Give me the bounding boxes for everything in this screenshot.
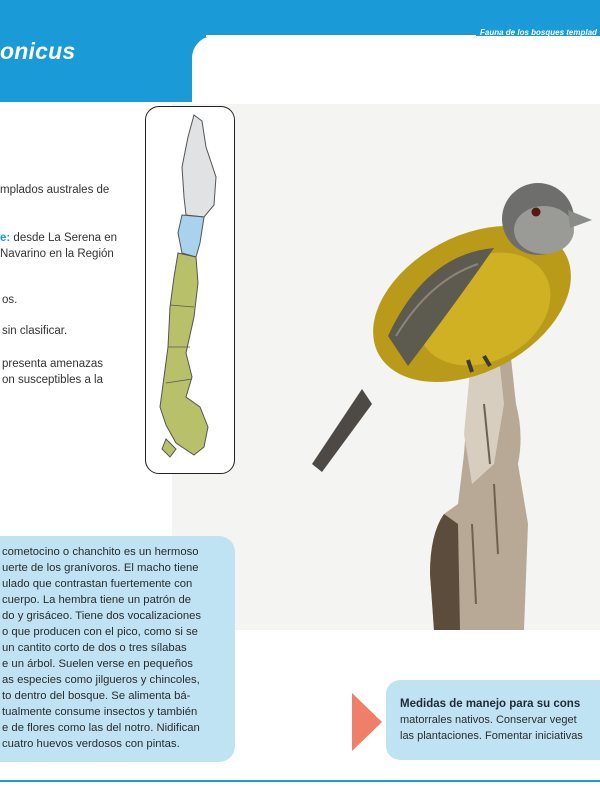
management-line: las plantaciones. Fomentar iniciativas: [400, 730, 583, 742]
description-line: un cantito corto de dos o tres sílabas: [2, 642, 187, 654]
info-line: presenta amenazas: [2, 358, 104, 370]
info-line: e: desde La Serena en: [0, 232, 118, 244]
bird-illustration: [172, 104, 600, 630]
management-line: matorrales nativos. Conservar veget: [400, 714, 577, 726]
bird-photo: [172, 104, 600, 630]
description-line: cometocino o chanchito es un hermoso: [2, 546, 199, 558]
description-line: e de flores como las del notro. Nidifican: [2, 722, 200, 734]
management-title: Medidas de manejo para su cons: [400, 698, 581, 710]
section-label: Fauna de los bosques templad: [480, 28, 597, 37]
description-line: ulado que contrastan fuertemente con: [2, 578, 193, 590]
description-line: do y grisáceo. Tiene dos vocalizaciones: [2, 610, 202, 622]
species-description: [0, 536, 235, 762]
info-line: on susceptibles a la: [2, 374, 104, 386]
description-line: cuatro huevos verdosos con pintas.: [2, 738, 180, 750]
info-line: os.: [2, 294, 18, 306]
description-line: uerte de los granívoros. El macho tiene: [2, 562, 199, 574]
management-box: [386, 680, 600, 760]
footer-rule: [0, 780, 600, 782]
info-line: Navarino en la Región: [0, 248, 114, 260]
description-line: to dentro del bosque. Se alimenta bá-: [2, 690, 191, 702]
description-line: e un árbol. Suelen verse en pequeños: [2, 658, 193, 670]
arrow-right-icon: [352, 693, 382, 751]
chile-map-illustration: [146, 107, 234, 473]
info-line: sin clasificar.: [2, 325, 68, 337]
info-line: mplados australes de: [0, 184, 110, 196]
header-rule: [206, 35, 476, 37]
description-line: cuerpo. La hembra tiene un patrón de: [2, 594, 192, 606]
distribution-map: [145, 106, 235, 474]
page-title: onicus: [0, 38, 76, 64]
description-line: as especies como jilgueros y chincoles,: [2, 674, 200, 686]
description-line: o que producen con el pico, como si se: [2, 626, 198, 638]
description-line: tualmente consume insectos y también: [2, 706, 198, 718]
